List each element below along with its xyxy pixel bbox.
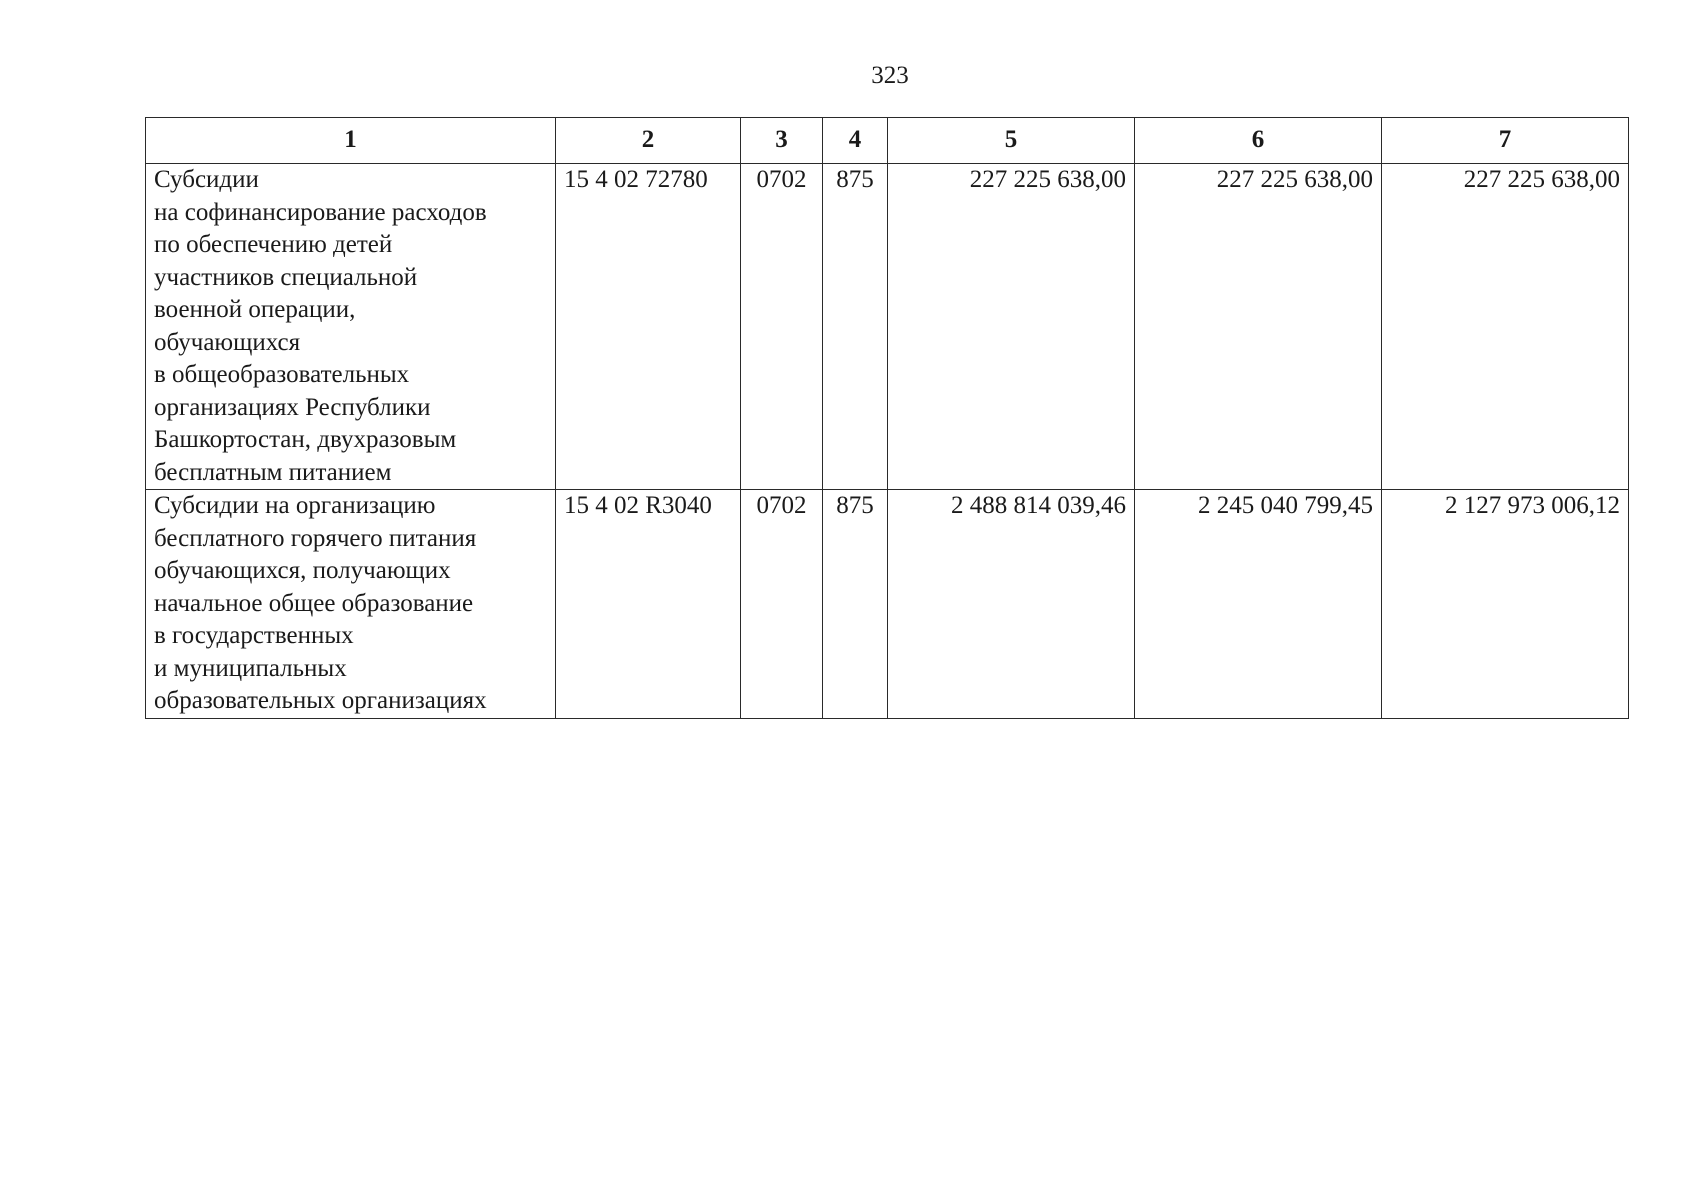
- page-number: 323: [871, 62, 909, 89]
- column-header: 2: [556, 118, 741, 164]
- amount-cell: 2 488 814 039,46: [888, 490, 1135, 719]
- column-header: 6: [1135, 118, 1382, 164]
- target-article-code-cell: 15 4 02 72780: [556, 164, 741, 490]
- amount-cell: 227 225 638,00: [1135, 164, 1382, 490]
- column-header: 1: [146, 118, 556, 164]
- table-row: [146, 490, 1629, 719]
- column-header: 7: [1382, 118, 1629, 164]
- expense-type-cell: 875: [823, 164, 888, 490]
- row-name-cell: Субсидии на софинансирование расходов по обеспечению детей участников специальной военной операции, обучающихся в общеобразовательных организациях Республики Башкортостан, двухразовым бесплатным питанием: [146, 164, 556, 490]
- column-header: 5: [888, 118, 1135, 164]
- column-header: 4: [823, 118, 888, 164]
- section-code-cell: 0702: [741, 490, 823, 719]
- amount-cell: 227 225 638,00: [1382, 164, 1629, 490]
- section-code-cell: 0702: [741, 164, 823, 490]
- row-name-cell: Субсидии на организацию бесплатного горячего питания обучающихся, получающих начальное общее образование в государственных и муниципальных образовательных организациях: [146, 490, 556, 719]
- amount-cell: 2 127 973 006,12: [1382, 490, 1629, 719]
- table-header-row: [146, 118, 1629, 164]
- budget-table: [145, 117, 1629, 719]
- amount-cell: 227 225 638,00: [888, 164, 1135, 490]
- table-row: [146, 164, 1629, 490]
- column-header: 3: [741, 118, 823, 164]
- target-article-code-cell: 15 4 02 R3040: [556, 490, 741, 719]
- amount-cell: 2 245 040 799,45: [1135, 490, 1382, 719]
- expense-type-cell: 875: [823, 490, 888, 719]
